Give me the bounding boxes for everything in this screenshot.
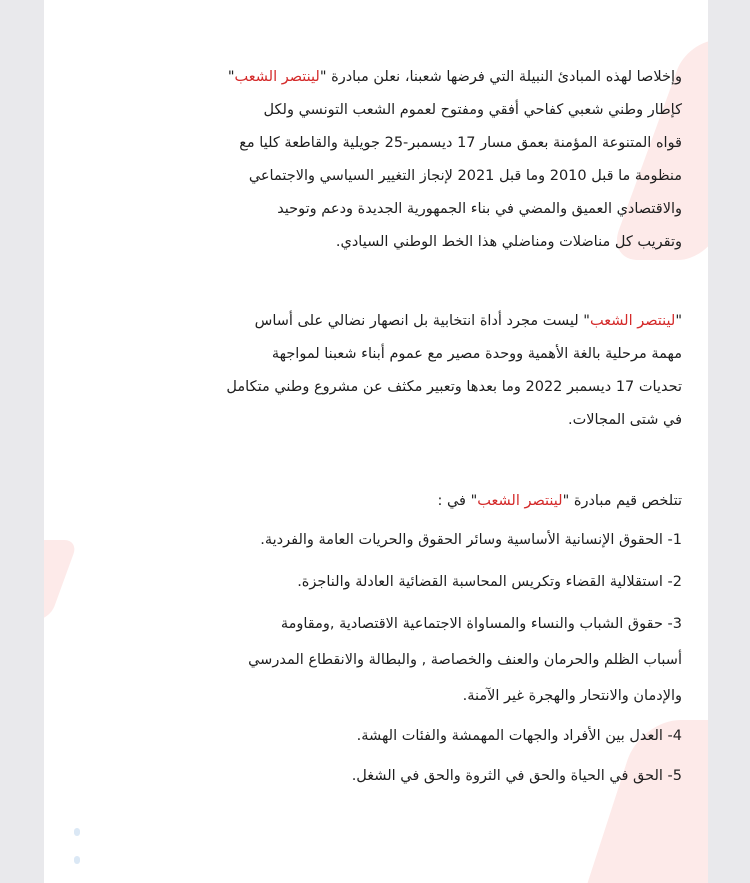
text-segment: وإخلاصا لهذه المبادئ النبيلة التي فرضها شعبنا، نعلن مبادرة (326, 69, 682, 85)
paragraph-line: في شتى المجالات. (568, 412, 682, 428)
paragraph-line: تحديات 17 ديسمبر 2022 وما بعدها وتعبير مكثف عن مشروع وطني متكامل (226, 379, 682, 395)
list-item (82, 522, 682, 558)
quote-mark: " (319, 69, 327, 85)
document-page (44, 0, 708, 883)
paragraph-intro (82, 61, 682, 259)
list-item-line: 4- العدل بين الأفراد والجهات المهمشة والفئات الهشة. (356, 728, 682, 744)
paragraph-line: مهمة مرحلية بالغة الأهمية ووحدة مصير مع عموم أبناء شعبنا لمواجهة (271, 346, 682, 362)
paragraph-line: قواه المتنوعة المؤمنة بعمق مسار 17 ديسمبر-25 جويلية والقاطعة كليا مع (239, 135, 682, 151)
list-item-line: 5- الحق في الحياة والحق في الثروة والحق في الشغل. (351, 768, 682, 784)
decorative-dot (74, 828, 80, 836)
initiative-name: لينتصر الشعب (234, 69, 320, 85)
list-item-line: والإدمان والانتحار والهجرة غير الآمنة. (462, 688, 682, 704)
list-item (82, 718, 682, 754)
text-segment: " في : (437, 493, 478, 509)
list-item-line: أسباب الظلم والحرمان والعنف والخصاصة , والبطالة والانقطاع المدرسي (248, 652, 682, 668)
paragraph-line: منظومة ما قبل 2010 وما قبل 2021 لإنجاز التغيير السياسي والاجتماعي (248, 168, 682, 184)
paragraph-line: وتقريب كل مناضلات ومناضلي هذا الخط الوطني السيادي. (335, 234, 682, 250)
list-item (82, 606, 682, 714)
text-segment: تتلخص قيم مبادرة " (562, 493, 682, 509)
list-item (82, 564, 682, 600)
list-item-line: 2- استقلالية القضاء وتكريس المحاسبة القضائية العادلة والناجزة. (297, 574, 682, 590)
quote-mark: " (675, 313, 682, 329)
decorative-shape (44, 540, 79, 620)
text-segment: " ليست مجرد أداة انتخابية بل انصهار نضالي على أساس (254, 313, 590, 329)
values-heading (82, 485, 682, 518)
paragraph-definition (82, 305, 682, 437)
quote-mark: " (227, 69, 235, 85)
initiative-name: لينتصر الشعب (589, 313, 676, 329)
initiative-name: لينتصر الشعب (477, 493, 563, 509)
paragraph-line (82, 61, 682, 94)
list-item-line: 3- حقوق الشباب والنساء والمساواة الاجتماعية الاقتصادية ,ومقاومة (280, 616, 682, 632)
paragraph-line: كإطار وطني شعبي كفاحي أفقي ومفتوح لعموم الشعب التونسي ولكل (263, 102, 682, 118)
list-item (82, 758, 682, 794)
paragraph-line: والاقتصادي العميق والمضي في بناء الجمهورية الجديدة ودعم وتوحيد (277, 201, 682, 217)
decorative-dot (74, 856, 80, 864)
list-item-line: 1- الحقوق الإنسانية الأساسية وسائر الحقوق والحريات العامة والفردية. (260, 532, 682, 548)
values-list (82, 522, 682, 794)
paragraph-line (82, 485, 682, 518)
paragraph-line (82, 305, 682, 338)
